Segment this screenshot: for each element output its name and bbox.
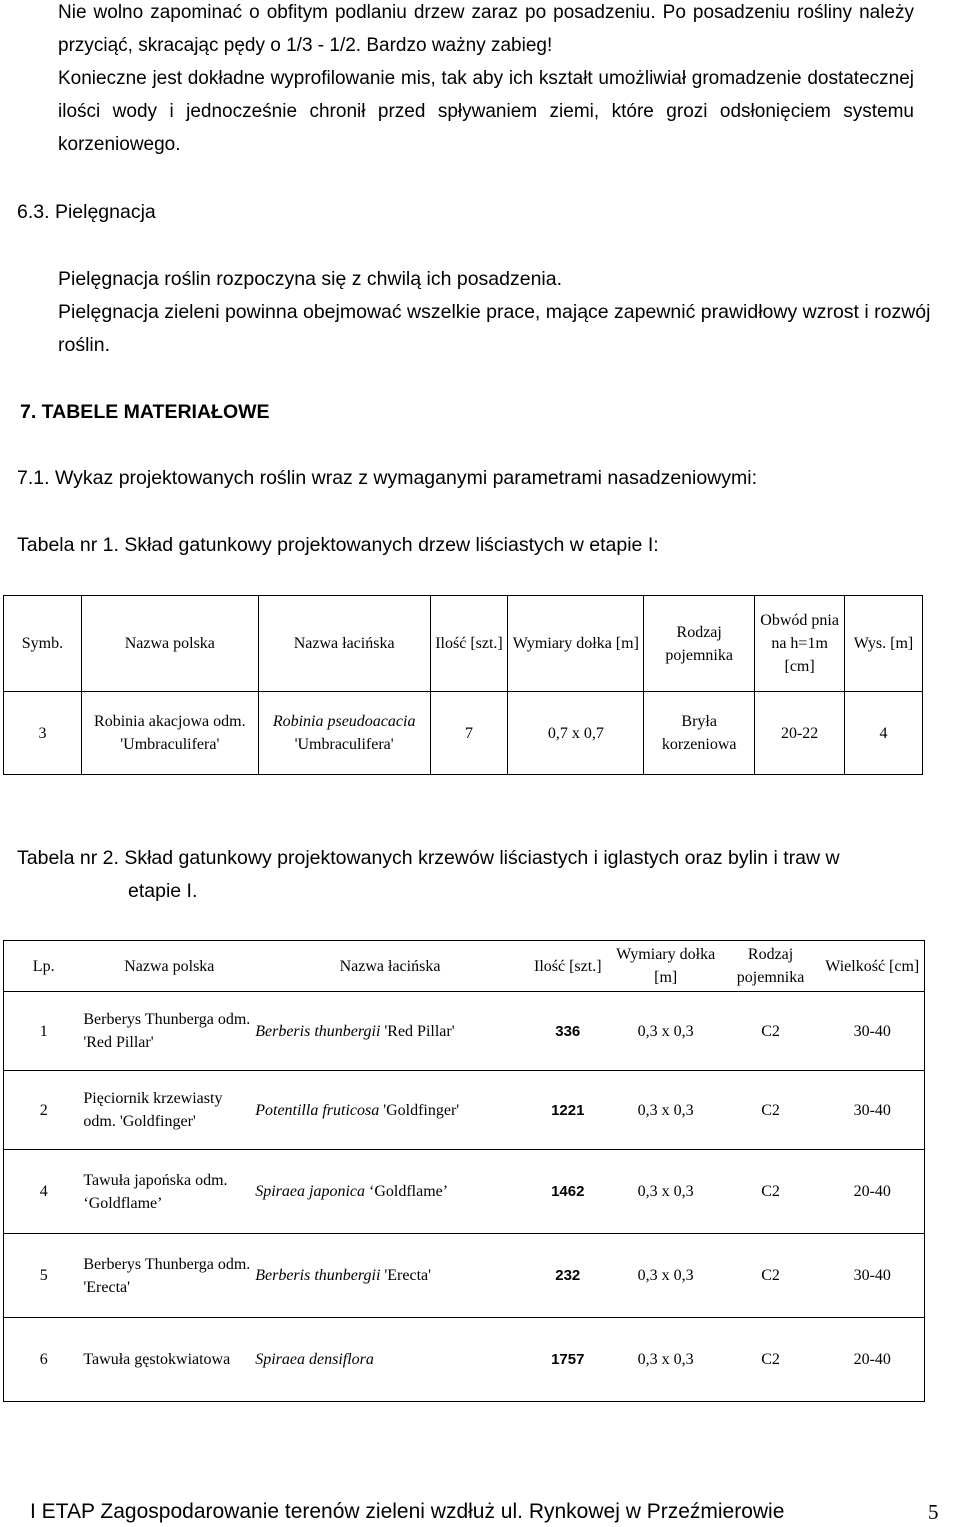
page-footer: I ETAP Zagospodarowanie terenów zieleni wzdłuż ul. Rynkowej w Przeźmierowie — [30, 1500, 785, 1523]
quantity-cell: 1757 — [525, 1318, 611, 1402]
table2-caption-continued: etapie I. — [128, 880, 198, 902]
header-cell: Ilość [szt.] — [534, 957, 602, 975]
header-cell: Lp. — [32, 957, 55, 975]
latin-name-cell — [255, 1150, 525, 1234]
latin-cultivar: 'Red Pillar' — [380, 1022, 455, 1040]
container-cell: C2 — [721, 1150, 821, 1234]
quantity-cell: 1462 — [525, 1150, 611, 1234]
table-header-row — [4, 941, 925, 992]
container-cell: C2 — [721, 1234, 821, 1318]
section-heading-6-3: 6.3. Pielęgnacja — [17, 201, 156, 223]
latin-genus-species: Berberis thunbergii — [255, 1022, 381, 1040]
hole-size-cell: 0,3 x 0,3 — [611, 992, 721, 1071]
latin-genus-species: Spiraea densiflora — [255, 1351, 374, 1368]
polish-name-cell: Robinia akacjowa odm. 'Umbraculifera' — [81, 692, 258, 775]
number-cell: 1 — [4, 992, 84, 1071]
header-cell: Wymiary dołka [m] — [616, 946, 716, 986]
header-cell: Ilość [szt.] — [430, 596, 508, 692]
number-cell: 4 — [4, 1150, 84, 1234]
symbol-cell: 3 — [4, 692, 82, 775]
table-row — [4, 1234, 925, 1318]
page-number: 5 — [928, 1500, 939, 1524]
number-cell: 6 — [4, 1318, 84, 1402]
polish-name-cell: Berberys Thunberga odm. 'Red Pillar' — [83, 992, 255, 1071]
table-shrubs — [3, 940, 925, 1402]
paragraph-watering: Nie wolno zapominać o obfitym podlaniu drzew zaraz po posadzeniu. Po posadzeniu rośliny należy przyciąć, skracając pędy o 1/3 - 1/2. Bardzo ważny zabieg! — [58, 2, 914, 56]
section-heading-7-1: 7.1. Wykaz projektowanych roślin wraz z wymaganymi parametrami nasadzeniowymi: — [17, 467, 758, 489]
latin-name-cell — [255, 1318, 525, 1402]
table-header-row — [4, 596, 923, 692]
header-cell: Nazwa polska — [124, 957, 215, 975]
header-cell: Nazwa polska — [81, 596, 258, 692]
hole-size-cell: 0,3 x 0,3 — [611, 1318, 721, 1402]
container-cell: C2 — [721, 1071, 821, 1150]
header-cell: Wielkość [cm] — [825, 957, 920, 975]
header-cell: Wymiary dołka [m] — [508, 596, 644, 692]
table-row — [4, 1318, 925, 1402]
container-cell: Bryła korzeniowa — [644, 692, 755, 775]
size-cell: 30-40 — [821, 992, 925, 1071]
size-cell: 20-40 — [821, 1318, 925, 1402]
header-cell: Nazwa łacińska — [258, 596, 430, 692]
latin-name-cell — [255, 1071, 525, 1150]
polish-name-cell: Berberys Thunberga odm. 'Erecta' — [83, 1234, 255, 1318]
size-cell: 30-40 — [821, 1234, 925, 1318]
latin-name-cell — [258, 692, 430, 775]
polish-name-cell: Tawuła japońska odm. ‘Goldflame’ — [83, 1150, 255, 1234]
quantity-cell: 232 — [525, 1234, 611, 1318]
latin-cultivar: 'Umbraculifera' — [294, 736, 394, 753]
table-row — [4, 692, 923, 775]
hole-size-cell: 0,3 x 0,3 — [611, 1234, 721, 1318]
header-cell: Rodzaj pojemnika — [644, 596, 755, 692]
table-row — [4, 1150, 925, 1234]
table-row — [4, 992, 925, 1071]
table2-caption: Tabela nr 2. Skład gatunkowy projektowanych krzewów liściastych i iglastych oraz bylin i traw w — [17, 847, 840, 869]
quantity-cell: 1221 — [525, 1071, 611, 1150]
latin-genus-species: Spiraea japonica — [255, 1183, 365, 1200]
latin-genus-species: Potentilla fruticosa — [255, 1101, 380, 1119]
size-cell: 20-40 — [821, 1150, 925, 1234]
table1-caption: Tabela nr 1. Skład gatunkowy projektowanych drzew liściastych w etapie I: — [17, 534, 659, 556]
header-cell: Rodzaj pojemnika — [736, 946, 805, 986]
paragraph-care-start: Pielęgnacja roślin rozpoczyna się z chwilą ich posadzenia. — [58, 268, 563, 290]
size-cell: 30-40 — [821, 1071, 925, 1150]
latin-name-cell — [255, 992, 525, 1071]
latin-cultivar: 'Goldfinger' — [379, 1101, 460, 1119]
paragraph-care-scope: Pielęgnacja zieleni powinna obejmować wszelkie prace, mające zapewnić prawidłowy wzrost i rozwój roślin. — [58, 301, 931, 356]
height-cell: 4 — [845, 692, 923, 775]
header-cell: Nazwa łacińska — [339, 957, 441, 975]
latin-genus-species: Robinia pseudoacacia — [272, 713, 416, 730]
quantity-cell: 336 — [525, 992, 611, 1071]
hole-size-cell: 0,3 x 0,3 — [611, 1150, 721, 1234]
hole-size-cell: 0,7 x 0,7 — [508, 692, 644, 775]
polish-name-cell: Tawuła gęstokwiatowa — [83, 1318, 255, 1402]
table-trees — [3, 595, 923, 775]
paragraph-basin-profiling: Konieczne jest dokładne wyprofilowanie mis, tak aby ich kształt umożliwiał gromadzenie dostatecznej ilości wody i jednocześnie chronił przed spływaniem ziemi, które grozi odsłonięciem systemu korzeniowego. — [58, 68, 914, 155]
header-cell: Symb. — [4, 596, 82, 692]
section-heading-7: 7. TABELE MATERIAŁOWE — [20, 401, 270, 423]
hole-size-cell: 0,3 x 0,3 — [611, 1071, 721, 1150]
container-cell: C2 — [721, 992, 821, 1071]
header-cell: Obwód pnia na h=1m [cm] — [755, 596, 845, 692]
table-row — [4, 1071, 925, 1150]
number-cell: 2 — [4, 1071, 84, 1150]
latin-cultivar: 'Erecta' — [380, 1267, 432, 1284]
latin-cultivar: ‘Goldflame’ — [364, 1183, 449, 1200]
number-cell: 5 — [4, 1234, 84, 1318]
quantity-cell: 7 — [430, 692, 508, 775]
trunk-circumference-cell: 20-22 — [755, 692, 845, 775]
container-cell: C2 — [721, 1318, 821, 1402]
header-cell: Wys. [m] — [845, 596, 923, 692]
latin-name-cell — [255, 1234, 525, 1318]
latin-genus-species: Berberis thunbergii — [255, 1267, 381, 1284]
polish-name-cell: Pięciornik krzewiasty odm. 'Goldfinger' — [83, 1071, 255, 1150]
